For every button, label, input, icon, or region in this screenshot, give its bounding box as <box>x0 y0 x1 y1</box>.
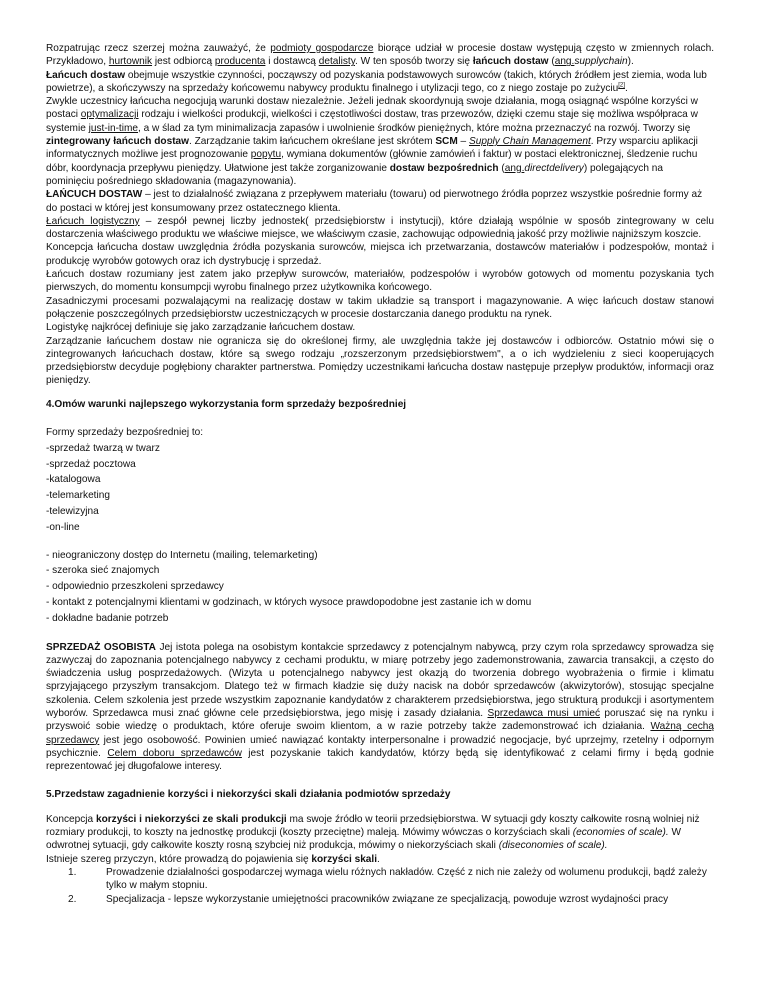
text: poruszać się na rynku i przyswoić sobie wiedzę o produktach, które oferuje swoim klientom, a w razie potrzeby także zademonstrować ich działania. <box>46 708 714 733</box>
paragraph-concept: Koncepcja łańcucha dostaw uwzględnia źródła pozyskania surowców, miejsca ich przetwarzania, dostawców materiałów i podzespołów, montaż i produkcję wyrobów gotowych oraz ich dystrybucję i sprzedaż. <box>46 242 714 267</box>
bold-term: zintegrowany łańcuch dostaw <box>46 136 190 148</box>
text: . <box>377 853 380 865</box>
heading-question-5: 5.Przedstaw zagadnienie korzyści i niekorzyści skali działania podmiotów sprzedaży <box>46 788 451 800</box>
text: . Przy wsparciu aplikacji informatycznych możliwe jest prognozowanie <box>46 136 698 161</box>
list-item: - nieograniczony dostęp do Internetu (mailing, telemarketing) <box>46 549 318 561</box>
paragraph-logistics: Logistykę najkrócej definiuje się jako zarządzanie łańcuchem dostaw. <box>46 322 356 334</box>
paragraph-reasons <box>46 853 714 866</box>
numbered-item <box>46 893 714 906</box>
text: ) polegających na pominięciu pośredniego składowania (magazynowania). <box>46 162 663 187</box>
underlined-phrase: Ważną cechą sprzedawcy <box>46 721 715 746</box>
conditions-list <box>46 548 714 627</box>
underlined-phrase: Celem doboru sprzedawców <box>107 747 242 759</box>
list-item: - kontakt z potencjalnymi klientami w godzinach, w których wysoce prawdopodobne jest zastanie ich w domu <box>46 596 532 608</box>
text: obejmuje wszystkie czynności, począwszy od pozyskania podstawowych surowców (takich, których źródłem jest ziemia, woda lub powietrze), a skończywszy na sprzedaży końcowemu nabywcy produktu finalnego i utylizacji tego, co z niego zostaje po zużyciu <box>46 69 707 94</box>
text: ( <box>548 56 555 68</box>
numbered-item <box>46 866 714 893</box>
text: . <box>624 82 628 94</box>
item-text: Specjalizacja - lepsze wykorzystanie umiejętności pracowników związane ze specjalizacją, powoduje wzrost wydajności pracy <box>106 893 669 905</box>
item-number: 1. <box>68 867 77 879</box>
item-text: Prowadzenie działalności gospodarczej wymaga wielu różnych nakładów. Część z nich nie zależy od wolumenu produkcji, bądź zależy tylko w małym stopniu. <box>106 867 707 892</box>
paragraph-logistic-chain <box>46 215 714 242</box>
text: jest jego osobowość. Powinien umieć nawiązać kontakty interpersonalne i prowadzić negocjacje, być uprzejmy, rzetelny i odpornym psychicznie. <box>46 734 714 759</box>
link-logistic-chain[interactable]: Łańcuch logistyczny <box>46 215 140 227</box>
link-ang[interactable]: ang. <box>504 162 525 174</box>
link-retailer[interactable]: detalisty <box>318 56 355 68</box>
heading-question-4: 4.Omów warunki najlepszego wykorzystania form sprzedaży bezpośredniej <box>46 398 407 410</box>
link-optimization[interactable]: optymalizacji <box>80 109 139 121</box>
item-number: 2. <box>68 893 77 905</box>
paragraph-management: Zarządzanie łańcuchem dostaw nie ogranicza się do określonej firmy, ale uwzględnia także jej dostawców i odbiorców. Ostatnio mówi się o zintegrowanych łańcuchach dostaw, które są swego rodzaju „rozszerzonym przedsiębiorstwem", a o ich wydzieleniu z sieci kooperujących przedsiębiorstw decyduje pogłębiony charakter partnerstwa. Pomiędzy uczestnikami łańcucha dostaw następuje przepływ produktów, informacji oraz pieniędzy. <box>46 335 714 387</box>
link-demand[interactable]: popytu <box>250 149 282 161</box>
link-scm[interactable] <box>469 136 591 147</box>
link-economic-entities[interactable]: podmioty gospodarcze <box>270 43 374 54</box>
list-item: -telewizyjna <box>46 506 99 517</box>
link-producer[interactable]: producenta <box>214 56 266 68</box>
text: Rozpatrując rzecz szerzej można zauważyć, że <box>46 43 271 54</box>
text: biorące udział w procesie dostaw występują często w zmiennych rolach. Przykładowo, <box>46 43 714 68</box>
footnote-link[interactable]: [2] <box>618 82 625 89</box>
text: jest pozyskanie takich kandydatów, którzy będą się identyfikować z celami firmy i będą godnie reprezentować jej długofalowe interesy. <box>46 747 714 773</box>
text: Istnieje szereg przyczyn, które prowadzą do pojawienia się <box>46 853 312 865</box>
list-item: -sprzedaż pocztowa <box>46 458 136 470</box>
forms-list <box>46 441 714 536</box>
bold-term: Łańcuch dostaw <box>46 69 126 81</box>
text: ). <box>627 56 634 68</box>
list-item: - szeroka sieć znajomych <box>46 565 160 577</box>
text: – jest to działalność związana z przepływem materiału (towaru) od pierwotnego źródła poprzez wszystkie pośrednie formy aż do postaci w której jest konsumowany przez ostatecznego klienta. <box>46 189 703 214</box>
text: – <box>457 136 469 148</box>
bold-term: SCM <box>435 136 458 148</box>
bold-term: korzyści skali <box>311 853 378 865</box>
italic-term: (economies of scale). <box>572 827 669 839</box>
text: ma swoje źródło w teorii przedsiębiorstwa. W sytuacji gdy koszty całkowite rosną wolniej niż rozmiary produkcji, to koszty na jednostkę produkcji (koszty przeciętne) maleją. Mówimy wówczas o korzyściach skali <box>46 813 700 839</box>
paragraph-coordination <box>46 95 714 188</box>
list-item: -telemarketing <box>46 490 110 502</box>
italic-term: (diseconomies of scale). <box>498 840 608 852</box>
text: i dostawcą <box>265 56 319 68</box>
paragraph-supply-chain-intro <box>46 42 714 69</box>
text: W odwrotnej sytuacji, gdy całkowite koszty rosną szybciej niż produkcja, mówimy o niekorzyściach skali <box>46 827 682 852</box>
italic-term: Supply Chain Management <box>468 136 591 148</box>
list-item: -katalogowa <box>46 474 101 486</box>
bold-term: korzyści i niekorzyści ze skali produkcji <box>95 813 287 825</box>
text: . W ten sposób tworzy się <box>355 56 473 68</box>
text: Jej istota polega na osobistym kontakcie sprzedawcy z potencjalnym nabywcą, przy czym rola sprzedawcy sprowadza się zazwyczaj do zapoznania potencjalnego nabywcy z cechami produktu, w miarę potrzeby jego zademonstrowania, zawarcia transakcji, a często do świadczenia usług posprzedażowych. (Wizyta u potencjalnego nabywcy jest okazją do tworzenia dobrego wyobrażenia o firmie i klimatu sprzyjającego przyszłym transakcjom. Dlatego też w firmach kładzie się duży nacisk na dobór sprzedawców (akwizytorów), stosując specjalne szkolenia. Celem szkolenia jest przede wszystkim zapoznanie kandydatów z charakterem przedsiębiorstwa, jego strukturą produkcji i asortymentem wyborów. Sprzedawca musi znać główne cele przedsiębiorstwa, jego misję i zasady działania. <box>46 641 714 720</box>
paragraph-supply-chain-definition <box>46 69 714 96</box>
paragraph-processes: Zasadniczymi procesami pozwalającymi na realizację dostaw w takim układzie są transport i magazynowanie. A więc łańcuch dostaw stanowi połączenie poszczególnych przedsiębiorstw uczestniczących w procesie dostarczania danego produktu na rynek. <box>46 295 714 320</box>
list-item: -on-line <box>46 521 80 533</box>
link-just-in-time[interactable]: just-in-time <box>88 122 138 134</box>
list-item: - dokładne badanie potrzeb <box>46 612 169 624</box>
numbered-list <box>46 866 714 906</box>
text: , a w ślad za tym minimalizacja zapasów i uwolnienie środków pieniężnych, które można przeznaczyć na rozwój. Tworzy się <box>138 122 691 134</box>
underlined-phrase: Sprzedawca musi umieć <box>487 708 601 720</box>
paragraph-economies-of-scale <box>46 813 714 853</box>
text: Zwykle uczestnicy łańcucha negocjują warunki dostaw niezależnie. Jeżeli jednak skoordynują swoje działania, mogą osiągnąć wspólne korzyści w postaci <box>46 96 698 121</box>
bold-term: dostaw bezpośrednich <box>389 162 499 174</box>
paragraph-chain-upper <box>46 188 714 215</box>
bold-term: łańcuch dostaw <box>472 56 549 68</box>
forms-intro: Formy sprzedaży bezpośredniej to: <box>46 427 204 439</box>
link-wholesaler[interactable]: hurtownik <box>108 56 153 68</box>
text: – zespół pewnej liczby jednostek( przedsiębiorstw i instytucji), które działają wspólnie w sposób zintegrowany w celu dostarczenia właściwego produktu we właściwe miejsce, we właściwym czasie, zachowując odpowiednią jakość przy możliwie najniższym koszcie. <box>46 215 714 241</box>
list-item: -sprzedaż twarzą w twarz <box>46 442 160 454</box>
text: rodzaju i wielkości produkcji, wielkości i częstotliwości dostaw, tras przewozów, dzięki czemu staje się możliwa współpraca w systemie <box>46 109 698 134</box>
list-item: - odpowiednio przeszkoleni sprzedawcy <box>46 581 224 593</box>
italic-term: directdelivery <box>524 162 584 174</box>
text: Koncepcja <box>46 813 96 825</box>
paragraph-flow: Łańcuch dostaw rozumiany jest zatem jako przepływ surowców, materiałów, podzespołów i wyrobów gotowych od momentu pozyskania tych pierwszych, do momentu konsumpcji wyrobu finalnego przez użytkownika końcowego. <box>46 269 714 294</box>
text: ( <box>498 162 505 174</box>
link-ang[interactable]: ang. <box>554 56 575 68</box>
text: . Zarządzanie takim łańcuchem określane jest skrótem <box>189 136 436 148</box>
paragraph-personal-selling <box>46 641 714 774</box>
italic-term: supplychain <box>574 56 628 68</box>
text: jest odbiorcą <box>152 56 215 68</box>
bold-term: ŁAŃCUCH DOSTAW <box>46 189 143 201</box>
bold-term: SPRZEDAŻ OSOBISTA <box>46 641 156 653</box>
text: , wymiana dokumentów (głównie zamówień i faktur) w postaci elektronicznej, śledzenie ruchu dóbr, koordynacja przepływu pieniędzy. Ułatwione jest także zorganizowanie <box>46 149 698 174</box>
